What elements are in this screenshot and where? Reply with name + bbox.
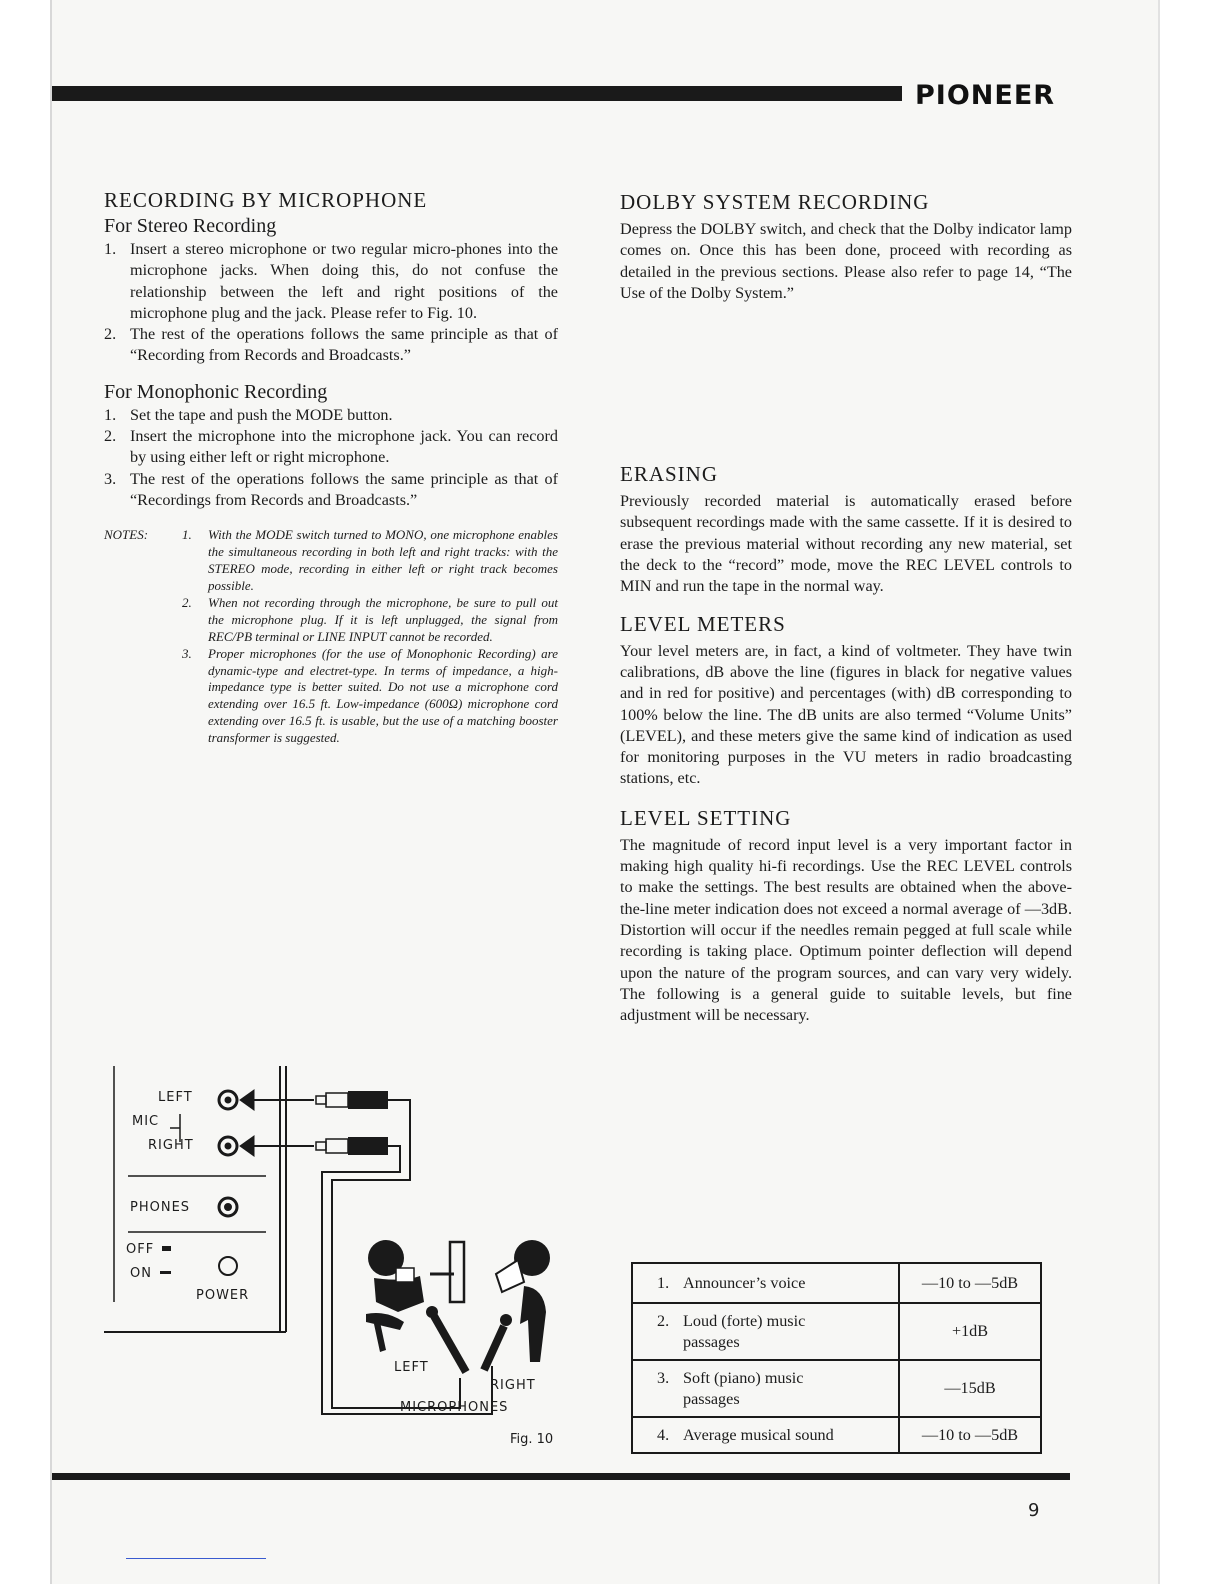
right-column (620, 190, 1072, 1026)
scan-margin-left (0, 0, 50, 1584)
label-mic-right: RIGHT (490, 1378, 536, 1393)
notes-list (182, 527, 558, 747)
list-item: 2. The rest of the operations follows the same principle as that of “Recording from Records and Broadcasts.” (104, 325, 558, 365)
section-heading-level-setting: LEVEL SETTING (620, 805, 792, 830)
table-row: 2. Loud (forte) music passages +1dB (632, 1303, 1041, 1360)
list-item: 3. The rest of the operations follows the same principle as that of “Recordings from Records and Broadcasts.” (104, 469, 558, 509)
label-left-jack: LEFT (158, 1090, 193, 1105)
scan-margin-right (1160, 0, 1224, 1584)
label-phones: PHONES (130, 1200, 191, 1215)
table-row: 4. Average musical sound —10 to —5dB (632, 1417, 1041, 1453)
note-item: 1. With the MODE switch turned to MONO, one microphone enables the simultaneous recording in both left and right tracks: with the STEREO mode, recording in either left or right track becomes possible. (182, 527, 558, 593)
note-item: 2. When not recording through the microphone, be sure to pull out the microphone plug. If it is left unplugged, the signal from REC/PB terminal or LINE INPUT cannot be recorded. (182, 594, 558, 644)
section-heading-erasing: ERASING (620, 462, 719, 487)
header-rule (52, 86, 902, 101)
label-right-jack: RIGHT (148, 1138, 194, 1153)
level-meters-text: Your level meters are, in fact, a kind of voltmeter. They have twin calibrations, dB above the line (figures in black for negative values and in red for positive) and percentages (with) dB corresponding to 100% below the line. The dB units are also termed “Volume Units” (LEVEL), and these meters give the same kind of indication as used for monitoring purposes in the VU meters in radio broadcasting stations, etc. (620, 641, 1072, 788)
left-column (104, 188, 558, 747)
mono-steps (104, 405, 558, 511)
section-heading-dolby: DOLBY SYSTEM RECORDING (620, 190, 930, 214)
note-item: 3. Proper microphones (for the use of Monophonic Recording) are dynamic-type and electret-type. In terms of impedance, a high-impedance type is better suited. Do not use a microphone cord extending over 16.5 ft. Low-impedance (600Ω) microphone cord extending over 16.5 ft. is usable, but the use of a matching booster transformer is suggested. (182, 645, 558, 746)
dolby-text: Depress the DOLBY switch, and check that the Dolby indicator lamp comes on. Once this has been done, proceed with recording as detailed in the previous sections. Please also refer to page 14, “The Use of the Dolby System.” (620, 220, 1072, 302)
level-setting-text: The magnitude of record input level is a very important factor in making high quality hi-fi recordings. Use the REC LEVEL controls to make the settings. The best results are obtained when the above-the-line meter indication does not exceed a normal average of —3dB. Distortion will occur if the needles remain pegged at full scale while recording is taking place. Optimum pointer deflection will depend upon the nature of the program sources, and can vary very widely. The following is a general guide to suitable levels, but fine adjustment will be necessary. (620, 835, 1072, 1025)
list-item: 2. Insert the microphone into the microphone jack. You can record by using either left or right microphone. (104, 427, 558, 467)
label-microphones: MICROPHONES (400, 1400, 509, 1415)
label-mic: MIC (132, 1114, 160, 1129)
footer-rule (52, 1473, 1070, 1480)
notes-block (104, 527, 558, 747)
label-power: POWER (196, 1288, 250, 1303)
recording-levels-table (631, 1262, 1042, 1454)
section-heading-microphone: RECORDING BY MICROPHONE (104, 188, 428, 212)
table-row: 3. Soft (piano) music passages —15dB (632, 1360, 1041, 1417)
page-edge-left (50, 0, 52, 1584)
table-row: 1. Announcer’s voice —10 to —5dB (632, 1263, 1041, 1303)
brand-logo: PIONEER (915, 80, 1056, 111)
label-off: OFF (126, 1242, 155, 1257)
list-item: 1. Set the tape and push the MODE button. (104, 405, 393, 424)
label-on: ON (130, 1266, 152, 1281)
figure-caption: Fig. 10 (510, 1432, 554, 1447)
scan-mark-line (126, 1558, 266, 1559)
page-number: 9 (1028, 1500, 1040, 1521)
figure-10-microphone-connection (104, 1062, 574, 1462)
erasing-text: Previously recorded material is automatically erased before subsequent recordings made with the same cassette. If it is desired to erase the previous material without recording any new material, set the deck to the “record” mode, move the REC LEVEL controls to MIN and run the tape in the normal way. (620, 492, 1072, 596)
list-item: 1. Insert a stereo microphone or two regular micro-phones into the microphone jacks. When doing this, do not confuse the relationship between the left and right positions of the microphone plug and the jack. Please refer to Fig. 10. (104, 240, 558, 322)
subheading-mono: For Monophonic Recording (104, 380, 328, 403)
stereo-steps (104, 239, 558, 367)
subheading-stereo: For Stereo Recording (104, 215, 277, 237)
label-mic-left: LEFT (394, 1360, 429, 1375)
notes-label: NOTES: (104, 527, 149, 543)
section-heading-level-meters: LEVEL METERS (620, 611, 786, 636)
